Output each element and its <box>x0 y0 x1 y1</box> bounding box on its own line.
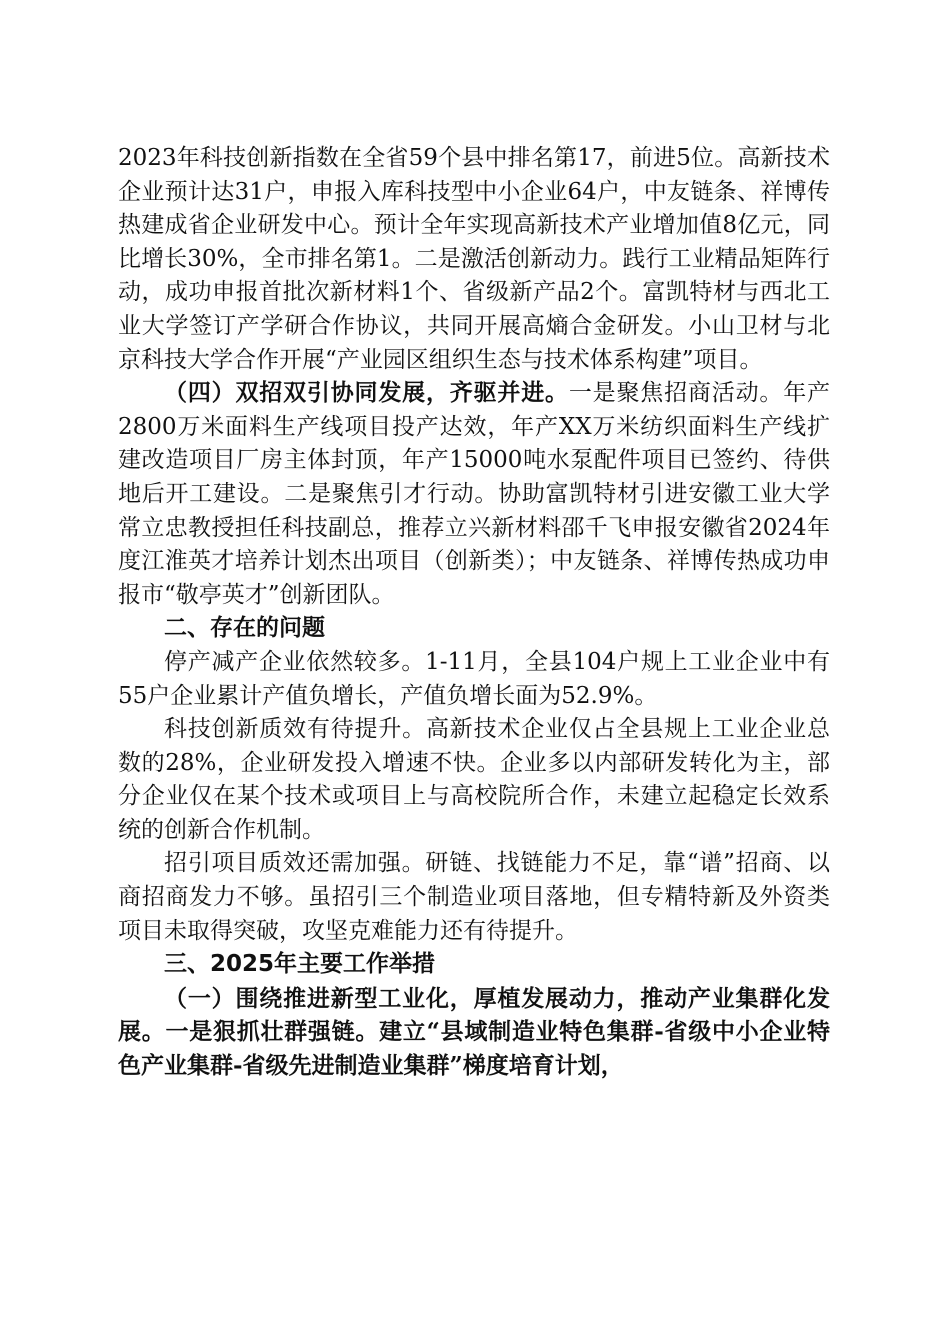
paragraph-problem-production: 停产减产企业依然较多。1-11月，全县104户规上工业企业中有55户企业累计产值负增长，产值负增长面为52.9%。 <box>118 648 830 709</box>
paragraph-measure-one: （一）围绕推进新型工业化，厚植发展动力，推动产业集群化发展。一是狠抓壮群强链。建立“县域制造业特色集群-省级中小企业特色产业集群-省级先进制造业集群”梯度培育计划， <box>118 984 830 1080</box>
paragraph-recruitment-body: 一是聚焦招商活动。年产2800万米面料生产线项目投产达效，年产XX万米纺织面料生产线扩建改造项目厂房主体封顶，年产15000吨水泵配件项目已签约、待供地后开工建设。二是聚焦引才行动。协助富凯特材引进安徽工业大学常立忠教授担任科技副总，推荐立兴新材料邵千飞申报安徽省2024年度江淮英才培养计划杰出项目（创新类）；中友链条、祥博传热成功申报市“敬亭英才”创新团队。 <box>118 380 831 608</box>
paragraph-problem-projects: 招引项目质效还需加强。研链、找链能力不足，靠“谱”招商、以商招商发力不够。虽招引三个制造业项目落地，但专精特新及外资类项目未取得突破，攻坚克难能力还有待提升。 <box>118 850 830 944</box>
section-heading-measures: 三、2025年主要工作举措 <box>164 951 436 978</box>
document-body <box>118 142 830 1083</box>
section-heading-problems: 二、存在的问题 <box>164 615 325 642</box>
paragraph-lead-heading: （四）双招双引协同发展，齐驱并进。 <box>164 380 569 407</box>
paragraph-recruitment <box>118 377 830 612</box>
paragraph-tech-innovation: 2023年科技创新指数在全省59个县中排名第17，前进5位。高新技术企业预计达31户，申报入库科技型中小企业64户，中友链条、祥博传热建成省企业研发中心。预计全年实现高新技术产业增加值8亿元，同比增长30%，全市排名第1。二是激活创新动力。践行工业精品矩阵行动，成功申报首批次新材料1个、省级新产品2个。富凯特材与西北工业大学签订产学研合作协议，共同开展高熵合金研发。小山卫材与北京科技大学合作开展“产业园区组织生态与技术体系构建”项目。 <box>118 145 830 373</box>
paragraph-problem-innovation: 科技创新质效有待提升。高新技术企业仅占全县规上工业企业总数的28%，企业研发投入增速不快。企业多以内部研发转化为主，部分企业仅在某个技术或项目上与高校院所合作，未建立起稳定长效系统的创新合作机制。 <box>118 716 830 843</box>
